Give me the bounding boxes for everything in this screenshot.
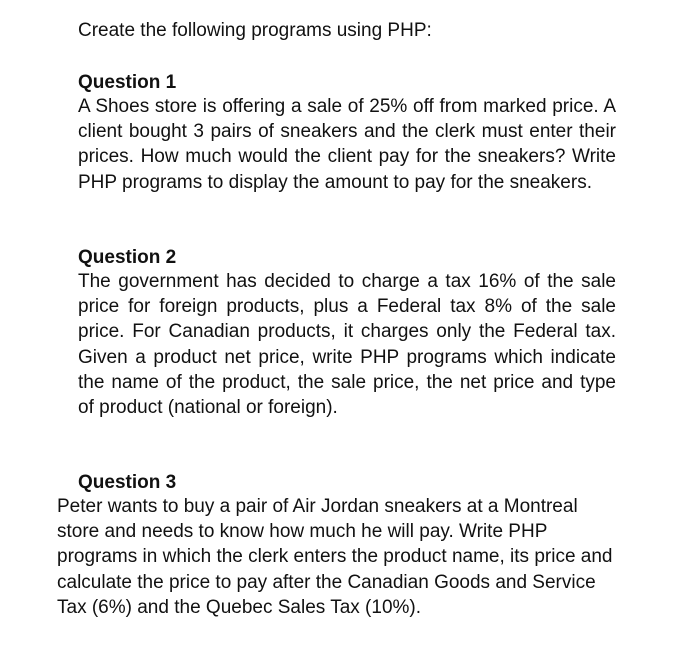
question-1-body: A Shoes store is offering a sale of 25% off from marked price. A client bought 3 pairs of sneakers and the clerk must enter their prices. How much would the client pay for the sneakers? Write PHP programs to display the amount to pay for the sneakers. (78, 96, 616, 193)
question-1-title: Question 1 (78, 72, 177, 93)
question-3-body: Peter wants to buy a pair of Air Jordan sneakers at a Montreal store and needs to know how much he will pay. Write PHP programs in which the clerk enters the product name, its price and calculate the price to pay after the Canadian Goods and Service Tax (6%) and the Quebec Sales Tax (10%). (57, 496, 613, 618)
question-3-title: Question 3 (78, 472, 177, 493)
question-2-title: Question 2 (78, 247, 177, 268)
intro-text: Create the following programs using PHP: (78, 20, 432, 41)
question-2-body: The government has decided to charge a tax 16% of the sale price for foreign products, plus a Federal tax 8% of the sale price. For Canadian products, it charges only the Federal tax. Given a product net price, write PHP programs which indicate the name of the product, the sale price, the net price and type of product (national or foreign). (78, 271, 616, 419)
